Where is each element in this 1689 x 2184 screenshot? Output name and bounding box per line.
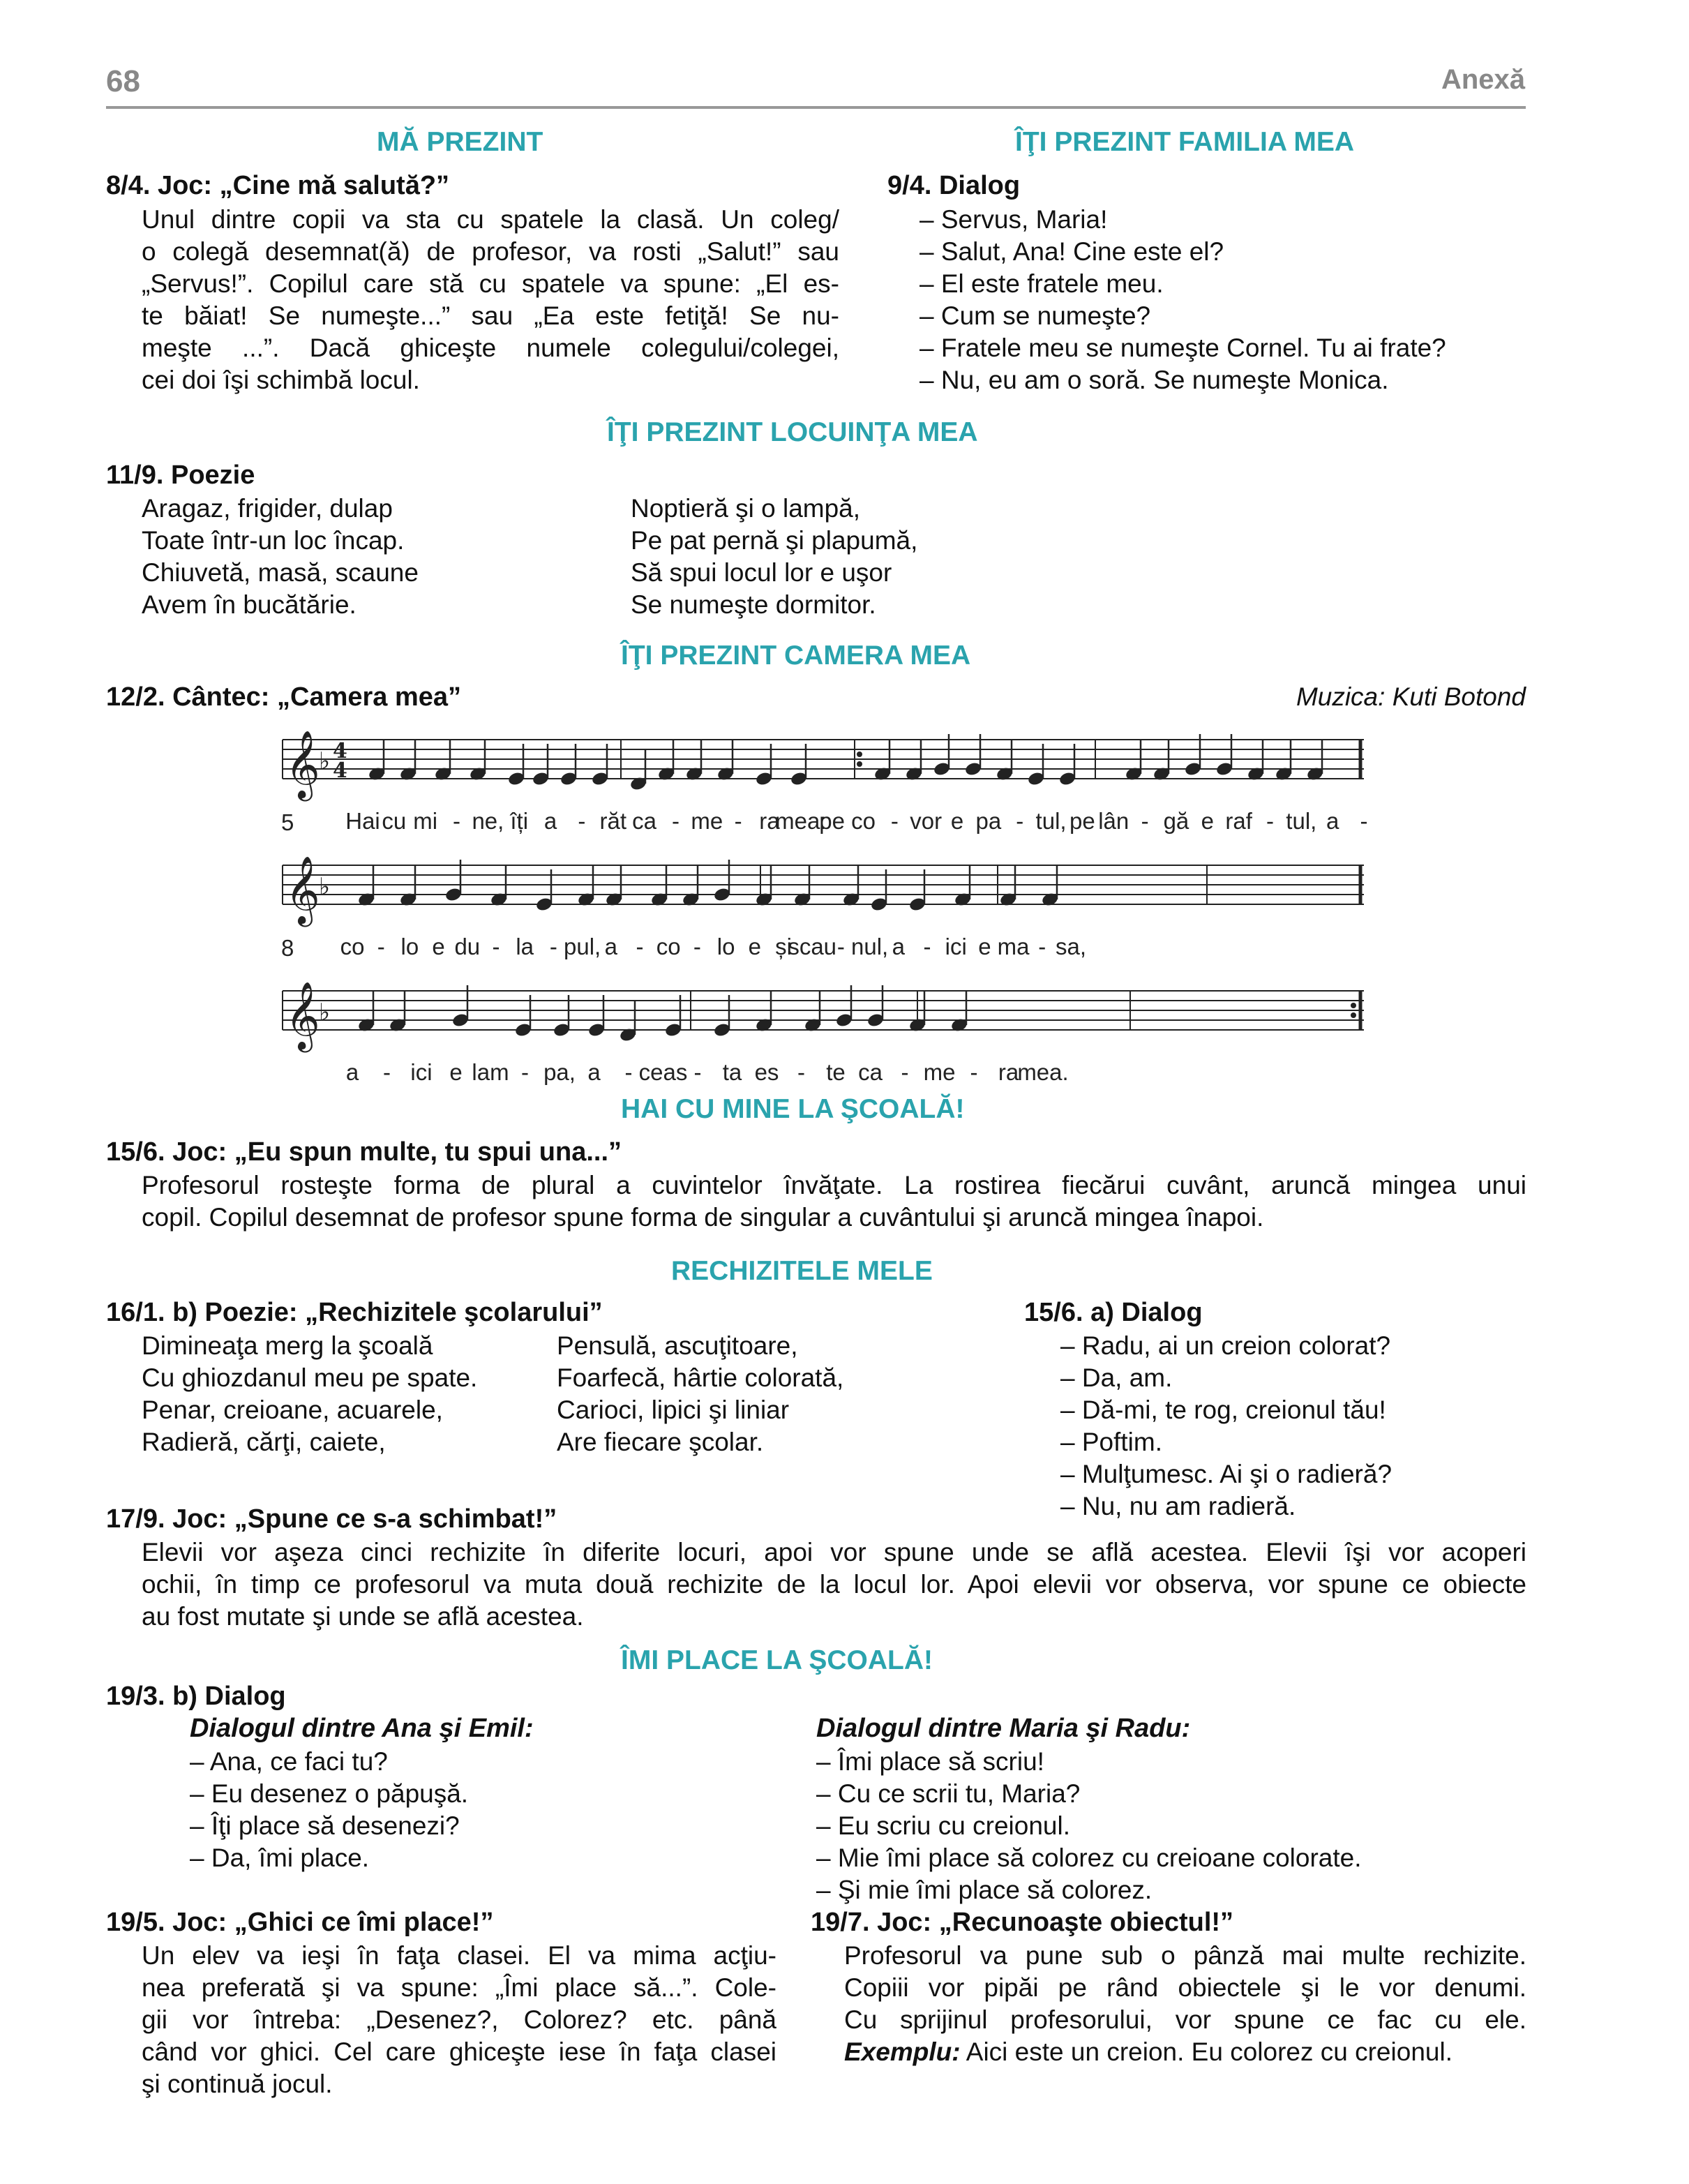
exercise-heading: 19/7. Joc: „Recunoaşte obiectul!” <box>811 1908 1234 1937</box>
lyric-syllable: - <box>734 808 742 834</box>
dialog-line: – Nu, nu am radieră. <box>1060 1492 1296 1520</box>
header-rule <box>106 106 1526 109</box>
treble-clef: 𝄞 <box>285 855 320 924</box>
exercise-heading: 9/4. Dialog <box>887 171 1021 200</box>
lyric-syllable: me <box>691 808 723 834</box>
poem-line: Se numeşte dormitor. <box>631 590 876 619</box>
dialog-line: – Da, îmi place. <box>190 1843 370 1872</box>
repeat-dot <box>857 761 862 767</box>
lyric-syllable: e <box>748 934 761 959</box>
lyric-syllable: mea. <box>1017 1059 1069 1085</box>
dialog-line: – Cum se numeşte? <box>919 301 1151 330</box>
lyric-syllable: tul, <box>1286 808 1317 834</box>
exercise-heading: 8/4. Joc: „Cine mă salută?” <box>106 171 450 200</box>
exercise-heading: 11/9. Poezie <box>106 461 255 490</box>
lyric-syllable: Hai <box>345 808 380 834</box>
dialog-line: – Dă-mi, te rog, creionul tău! <box>1060 1396 1386 1424</box>
lyric-syllable: - <box>521 1059 529 1085</box>
exercise-heading: 17/9. Joc: „Spune ce s-a schimbat!” <box>106 1504 557 1534</box>
lyric-syllable: gă <box>1163 808 1189 834</box>
lyric-syllable: lam <box>472 1059 509 1085</box>
lyric-syllable: - <box>1360 808 1368 834</box>
lyric-syllable: vor <box>910 808 943 834</box>
dialog-lines <box>1060 1330 1392 1523</box>
lyric-syllable: e <box>432 934 445 959</box>
poem-line: Avem în bucătărie. <box>142 590 356 619</box>
section-title-scoala: HAI CU MINE LA ŞCOALĂ! <box>621 1094 965 1124</box>
lyric-syllable: a <box>1326 808 1339 834</box>
lyrics <box>340 808 1368 1085</box>
dialog-line: – Îţi place să desenezi? <box>190 1811 460 1840</box>
lyric-syllable: ne, <box>472 808 504 834</box>
treble-clef: 𝄞 <box>285 730 320 798</box>
lyric-syllable: și <box>775 934 792 959</box>
lyric-syllable: ici <box>945 934 967 959</box>
poem-line: Penar, creioane, acuarele, <box>142 1396 443 1424</box>
lyric-syllable: co <box>656 934 681 959</box>
dialog-heading: 15/6. a) Dialog <box>1024 1298 1203 1327</box>
dialog-line: – Şi mie îmi place să colorez. <box>816 1876 1153 1904</box>
text-line: Cu sprijinul profesorului, vor spune ce fac cu ele. <box>844 2005 1526 2034</box>
lyric-syllable: mea: <box>775 808 827 834</box>
poem-left <box>142 493 419 621</box>
lyric-syllable: răt <box>599 808 627 834</box>
poem-line: Să spui locul lor e uşor <box>631 558 892 587</box>
text-line: ochii, în timp ce profesorul va muta două rechizite de la locul lor. Apoi elevii vor observa, vor spune ce obiecte <box>142 1570 1526 1599</box>
text-line: Unul dintre copii va sta cu spatele la clasă. Un coleg/ <box>142 205 839 234</box>
section-title-rechizite: RECHIZITELE MELE <box>671 1256 933 1286</box>
dialog-line: – Eu scriu cu creionul. <box>816 1811 1071 1840</box>
dialog-line: – Eu desenez o păpuşă. <box>190 1779 469 1808</box>
poem-line: Toate într-un loc încap. <box>142 526 405 555</box>
text-line: nea preferată şi va spune: „Îmi place să...”. Cole- <box>142 1973 776 2002</box>
lyric-syllable: - <box>377 934 385 959</box>
dialog-lines <box>919 204 1446 396</box>
lyric-syllable: ma <box>997 934 1030 959</box>
exercise-heading: 15/6. Joc: „Eu spun multe, tu spui una...” <box>106 1137 622 1167</box>
poem-line: Aragaz, frigider, dulap <box>142 494 393 523</box>
lyric-syllable: - <box>492 934 500 959</box>
lyric-syllable: pe <box>819 808 846 834</box>
example-label: Exemplu: <box>844 2037 961 2066</box>
lyric-syllable: ta <box>722 1059 742 1085</box>
text-line: copil. Copilul desemnat de profesor spune forma de singular a cuvântului şi aruncă mingea înapoi. <box>142 1203 1264 1232</box>
dialog-line: – Mie îmi place să colorez cu creioane colorate. <box>816 1843 1362 1872</box>
dialog-subtitle: Dialogul dintre Ana şi Emil: <box>190 1714 534 1743</box>
lyric-syllable: îți <box>510 808 529 834</box>
poem-line: Noptieră şi o lampă, <box>631 494 861 523</box>
example-text: Aici este un creion. Eu colorez cu creionul. <box>960 2037 1452 2066</box>
text-line: „Servus!”. Copilul care stă cu spatele va spune: „El es- <box>142 269 839 298</box>
lyric-syllable: ca <box>632 808 657 834</box>
exercise-text <box>844 1940 1526 2068</box>
text-line: Profesorul rosteşte forma de plural a cuvintelor învăţate. La rostirea fiecărui cuvânt, aruncă mingea unui <box>142 1171 1526 1199</box>
lyric-syllable: e <box>449 1059 463 1085</box>
poem-line: Carioci, lipici şi liniar <box>557 1396 790 1424</box>
example-line <box>844 2036 1526 2068</box>
lyric-syllable: - <box>890 808 899 834</box>
lyric-syllable: - <box>671 808 680 834</box>
lyric-syllable: es <box>754 1059 779 1085</box>
lyric-syllable: la <box>516 934 534 959</box>
lyric-syllable: - <box>578 808 586 834</box>
text-line: Un elev va ieşi în faţa clasei. El va mima acţiu- <box>142 1941 776 1970</box>
dialog-subtitle: Dialogul dintre Maria şi Radu: <box>816 1714 1191 1743</box>
repeat-dot <box>1351 1003 1356 1008</box>
notes <box>357 734 1324 1042</box>
text-line: o colegă desemnat(ă) de profesor, va rosti „Salut!” sau <box>142 237 839 266</box>
lyric-syllable: mi <box>413 808 438 834</box>
section-title-familia: ÎŢI PREZINT FAMILIA MEA <box>1015 127 1355 157</box>
text-line: Elevii vor aşeza cinci rechizite în diferite locuri, apoi vor spune unde se află acestea. Elevii îşi vor acoperi <box>142 1538 1526 1566</box>
text-line: cei doi îşi schimbă locul. <box>142 366 420 394</box>
lyric-syllable: - <box>836 934 845 959</box>
dialog-line: – Da, am. <box>1060 1363 1173 1392</box>
poem-line: Foarfecă, hârtie colorată, <box>557 1363 844 1392</box>
dialog-line: – Salut, Ana! Cine este el? <box>919 237 1224 266</box>
dialog-line: – Servus, Maria! <box>919 205 1108 234</box>
lyric-syllable: e <box>950 808 964 834</box>
dialog-line: – Mulţumesc. Ai şi o radieră? <box>1060 1460 1393 1488</box>
dialog-line: – Fratele meu se numeşte Cornel. Tu ai frate? <box>919 334 1446 362</box>
repeat-dot <box>1351 1012 1356 1018</box>
lyric-syllable: lo <box>716 934 735 959</box>
lyric-syllable: pa <box>975 808 1002 834</box>
poem-right <box>557 1330 843 1458</box>
text-line: Copiii vor pipăi pe rând obiectele şi le vor denumi. <box>844 1973 1526 2002</box>
text-line: te băiat! Se numeşte...” sau „Ea este fetiţă! Se nu- <box>142 301 839 330</box>
dialog-lines <box>190 1746 468 1874</box>
text-line: gii vor întreba: „Desenez?, Colorez? etc. până <box>142 2005 776 2034</box>
repeat-dot <box>857 751 862 757</box>
exercise-heading: 19/3. b) Dialog <box>106 1682 286 1711</box>
lyric-syllable: - <box>693 934 701 959</box>
dialog-line: – Poftim. <box>1060 1428 1162 1456</box>
lyric-syllable: te <box>826 1059 846 1085</box>
poem-line: Pensulă, ascuţitoare, <box>557 1331 798 1360</box>
exercise-text <box>142 1940 776 2100</box>
lyric-syllable: - <box>1266 808 1274 834</box>
lyric-syllable: me <box>923 1059 956 1085</box>
lyric-syllable: pe <box>1069 808 1095 834</box>
poem-left <box>142 1330 477 1458</box>
lyric-syllable: ceas <box>638 1059 688 1085</box>
lyric-syllable: - <box>624 1059 633 1085</box>
exercise-text <box>142 1536 1526 1633</box>
lyric-syllable: ra <box>759 808 780 834</box>
dialog-line: – El este fratele meu. <box>919 269 1164 298</box>
lyric-syllable: - <box>1038 934 1046 959</box>
exercise-text <box>142 204 839 396</box>
poem-line: Dimineaţa merg la şcoală <box>142 1331 433 1360</box>
lyric-syllable: - <box>1016 808 1024 834</box>
lyric-syllable: pul, <box>563 934 601 959</box>
poem-line: Cu ghiozdanul meu pe spate. <box>142 1363 478 1392</box>
lyric-syllable: - <box>693 1059 702 1085</box>
poem-line: Radieră, cărţi, caiete, <box>142 1428 386 1456</box>
lyric-syllable: nul, <box>850 934 889 959</box>
flat-sign: ♭ <box>319 747 331 775</box>
lyric-syllable: - <box>970 1059 978 1085</box>
composer-credit: Muzica: Kuti Botond <box>1296 682 1526 711</box>
lyric-syllable: du <box>454 934 481 959</box>
lyric-syllable: - <box>901 1059 909 1085</box>
page-number: 68 <box>106 64 140 98</box>
lyric-syllable: ca <box>858 1059 883 1085</box>
text-line: Profesorul va pune sub o pânză mai multe rechizite. <box>844 1941 1526 1970</box>
lyric-syllable: - <box>383 1059 391 1085</box>
lyric-syllable: a <box>345 1059 359 1085</box>
lyric-syllable: scau <box>788 934 837 959</box>
poem-heading: 16/1. b) Poezie: „Rechizitele şcolarului” <box>106 1298 603 1327</box>
lyric-syllable: - <box>636 934 644 959</box>
lyric-syllable: a <box>543 808 557 834</box>
exercise-text <box>142 1169 1526 1234</box>
flat-sign: ♭ <box>319 873 331 901</box>
dialog-lines <box>816 1746 1361 1906</box>
lyric-syllable: cu <box>382 808 407 834</box>
poem-right <box>631 493 917 621</box>
lyric-syllable: - <box>797 1059 805 1085</box>
lyric-syllable: - <box>549 934 557 959</box>
flat-sign: ♭ <box>319 998 331 1026</box>
section-title-ma-prezint: MĂ PREZINT <box>377 127 543 157</box>
lyric-syllable: co <box>340 934 365 959</box>
dialog-line: – Ana, ce faci tu? <box>190 1747 388 1776</box>
dialog-line: – Radu, ai un creion colorat? <box>1060 1331 1391 1360</box>
lyric-syllable: a <box>604 934 617 959</box>
lyric-syllable: e <box>1201 808 1214 834</box>
lyric-syllable: raf <box>1225 808 1252 834</box>
section-title-locuinta: ÎŢI PREZINT LOCUINŢA MEA <box>607 417 978 447</box>
measure-number: 8 <box>281 935 294 961</box>
lyric-syllable: sa, <box>1055 934 1087 959</box>
exercise-heading: 19/5. Joc: „Ghici ce îmi place!” <box>106 1908 494 1937</box>
lyric-syllable: a <box>587 1059 601 1085</box>
lyric-syllable: lân <box>1098 808 1129 834</box>
lyric-syllable: a <box>892 934 905 959</box>
time-signature-bottom: 4 <box>333 758 347 783</box>
text-line: şi continuă jocul. <box>142 2070 333 2098</box>
poem-line: Chiuvetă, masă, scaune <box>142 558 419 587</box>
lyric-syllable: tul, <box>1035 808 1067 834</box>
dialog-line: – Cu ce scrii tu, Maria? <box>816 1779 1081 1808</box>
running-header: Anexă <box>1441 64 1525 95</box>
text-line: când vor ghici. Cel care ghiceşte iese în faţa clasei <box>142 2037 776 2066</box>
music-score <box>276 726 1378 1089</box>
lyric-syllable: e <box>978 934 991 959</box>
lyric-syllable: - <box>923 934 931 959</box>
lyric-syllable: lo <box>400 934 419 959</box>
section-title-imi-place: ÎMI PLACE LA ŞCOALĂ! <box>621 1645 933 1675</box>
section-title-camera: ÎŢI PREZINT CAMERA MEA <box>621 641 971 671</box>
text-line: au fost mutate şi unde se află acestea. <box>142 1602 584 1631</box>
dialog-line: – Nu, eu am o soră. Se numeşte Monica. <box>919 366 1389 394</box>
poem-line: Are fiecare şcolar. <box>557 1428 764 1456</box>
lyric-syllable: - <box>453 808 461 834</box>
lyric-syllable: co <box>851 808 876 834</box>
lyric-syllable: ra <box>998 1059 1019 1085</box>
text-line: meşte ...”. Dacă ghiceşte numele colegului/colegei, <box>142 334 839 362</box>
lyric-syllable: - <box>1141 808 1149 834</box>
song-heading: 12/2. Cântec: „Camera mea” <box>106 682 462 712</box>
time-signature-top: 4 <box>333 739 347 763</box>
treble-clef: 𝄞 <box>285 981 320 1049</box>
lyric-syllable: ici <box>410 1059 433 1085</box>
measure-number: 5 <box>281 809 294 835</box>
poem-line: Pe pat pernă şi plapumă, <box>631 526 918 555</box>
dialog-line: – Îmi place să scriu! <box>816 1747 1044 1776</box>
lyric-syllable: pa, <box>543 1059 576 1085</box>
